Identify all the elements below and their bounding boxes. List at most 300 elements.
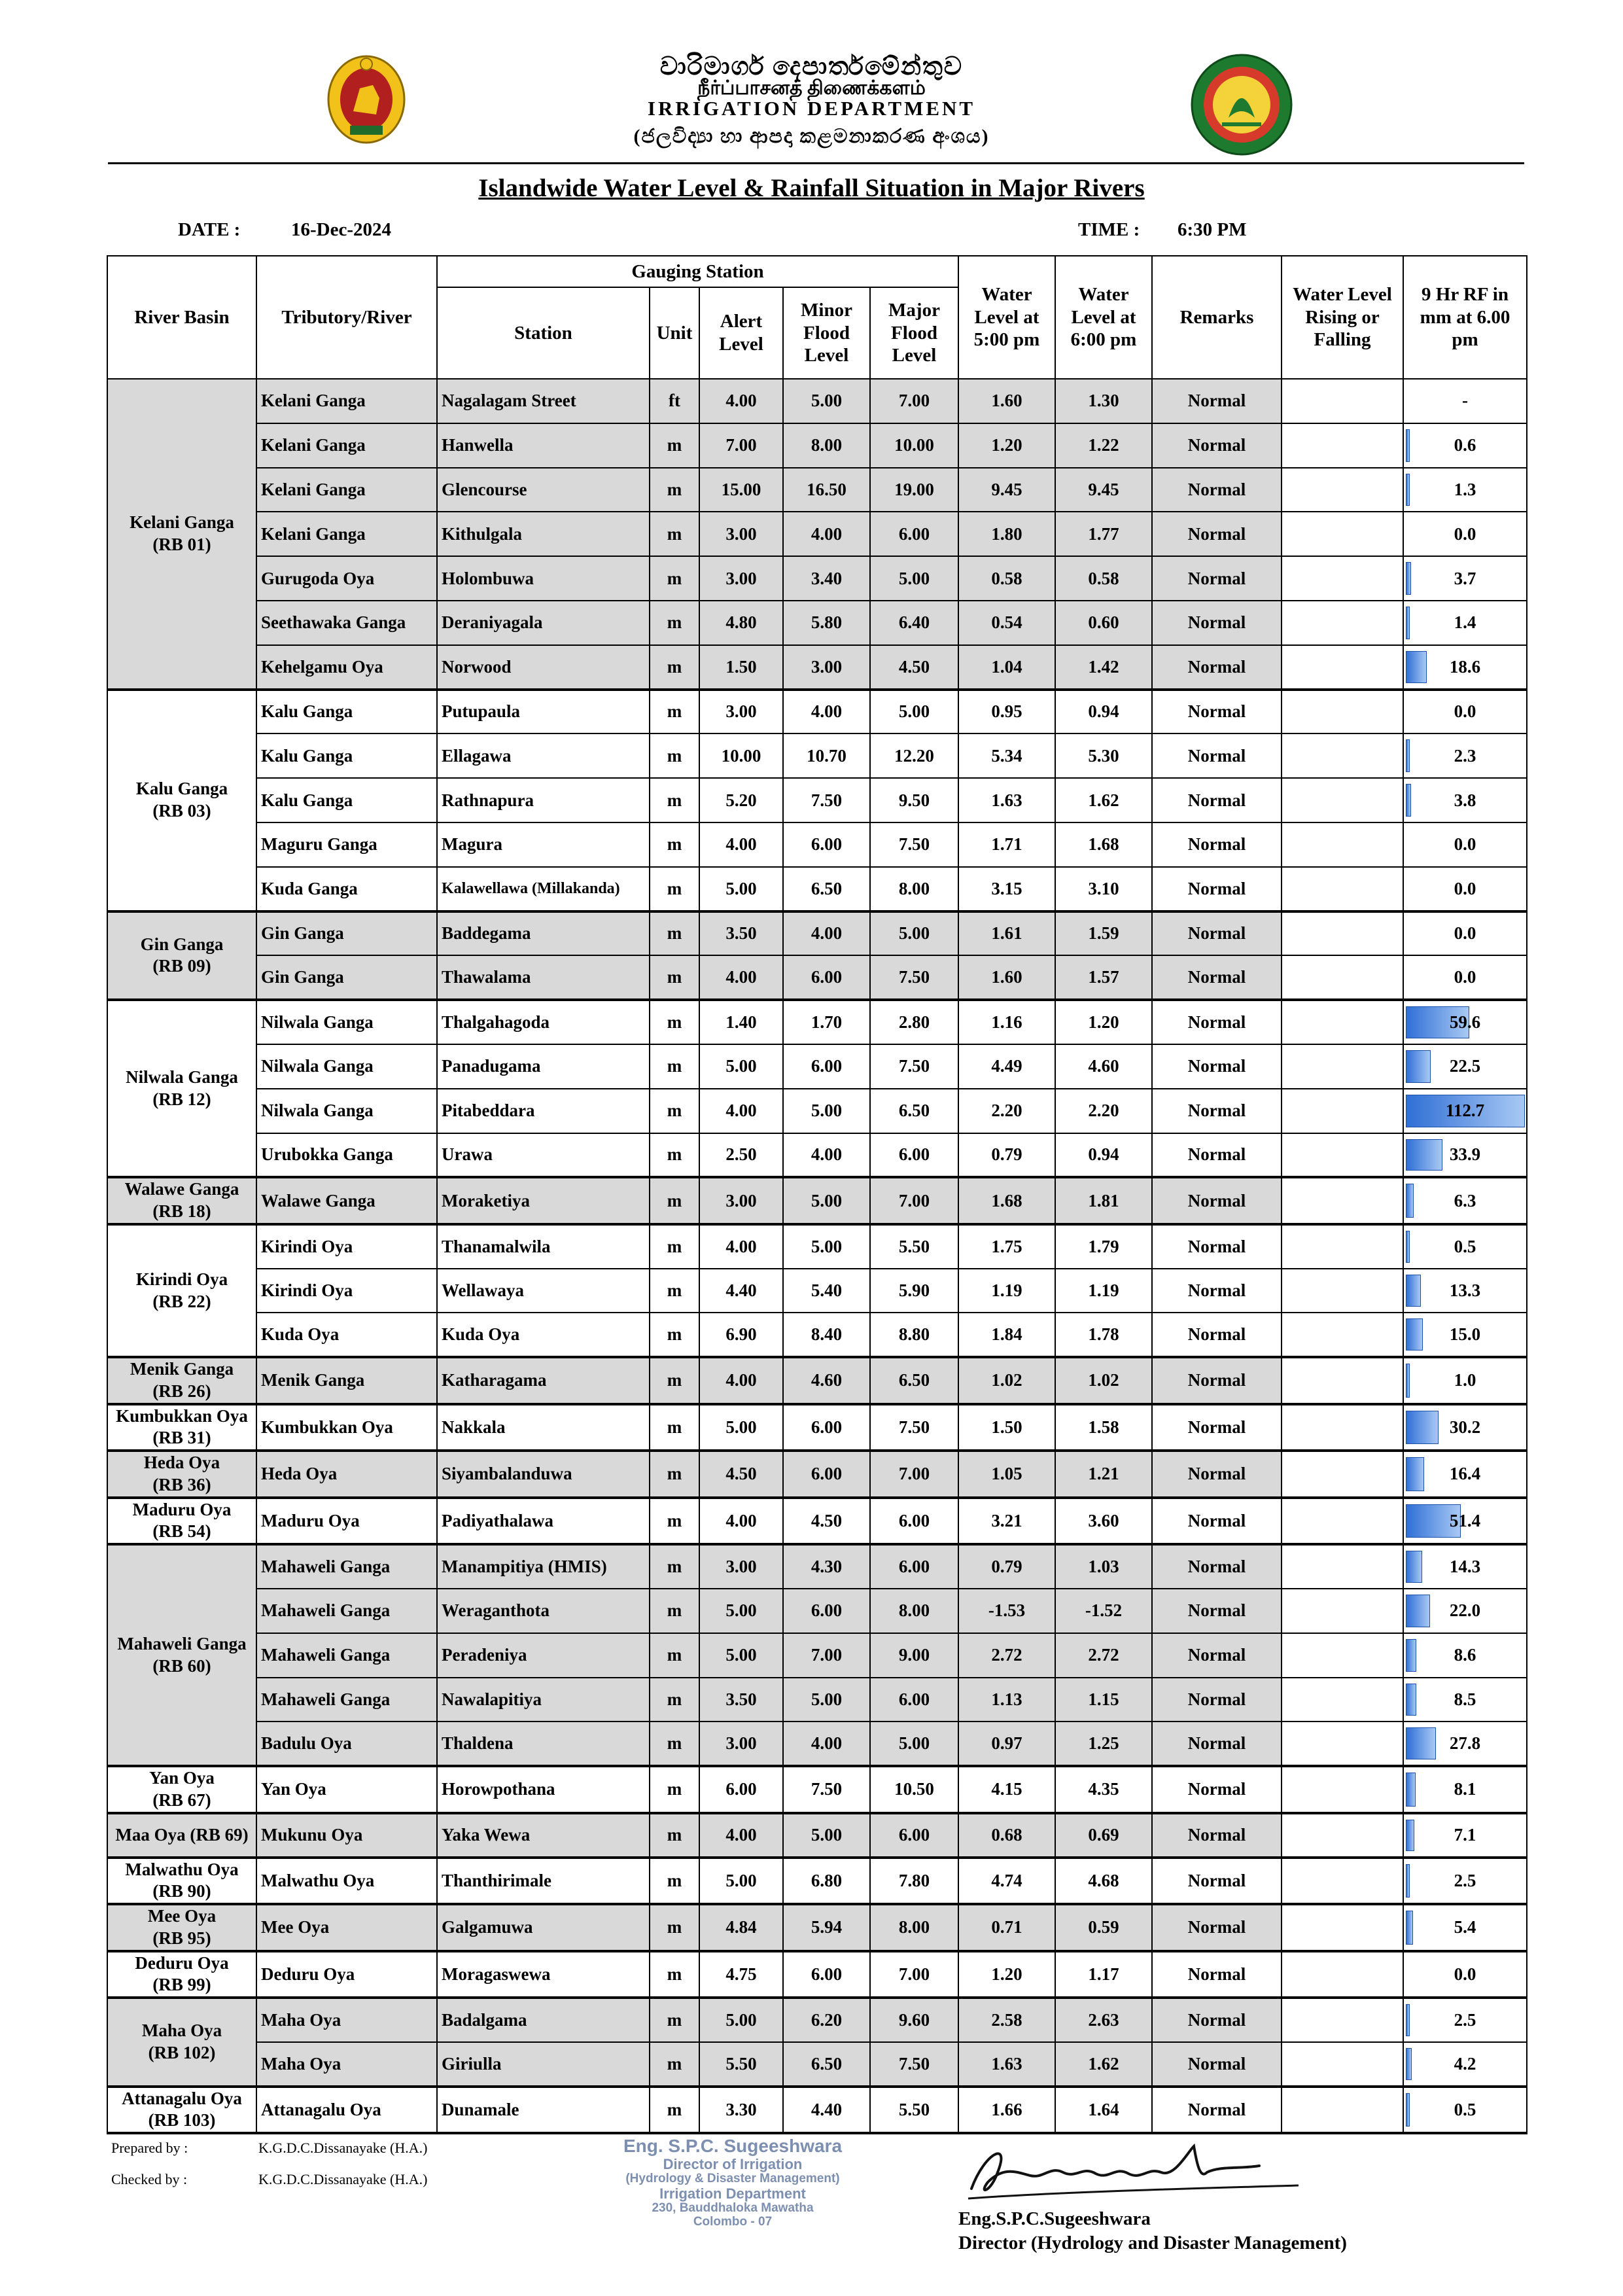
- remarks-cell: Normal: [1152, 1451, 1282, 1498]
- station-cell: Urawa: [437, 1133, 650, 1178]
- station-cell: Galgamuwa: [437, 1904, 650, 1951]
- basin-name: Mahaweli Ganga: [117, 1633, 247, 1653]
- river-basin-cell: [107, 1858, 256, 1905]
- table-row: [107, 1177, 1527, 1224]
- minor-flood-cell: 5.40: [783, 1269, 870, 1313]
- table-row: [107, 1089, 1527, 1133]
- unit-cell: m: [650, 1813, 699, 1858]
- major-flood-cell: 6.00: [870, 1498, 958, 1545]
- rainfall-cell: [1403, 733, 1527, 778]
- river-basin-cell: [107, 1177, 256, 1224]
- rainfall-value: 2.5: [1454, 2009, 1476, 2030]
- basin-code: (RB 99): [152, 1975, 211, 1995]
- table-row: [107, 1224, 1527, 1269]
- rainfall-cell: [1403, 778, 1527, 822]
- tributary-cell: Yan Oya: [256, 1766, 437, 1813]
- alert-level-cell: 4.00: [699, 1498, 783, 1545]
- water-level-5pm-cell: 1.71: [958, 822, 1055, 867]
- table-row: [107, 1904, 1527, 1951]
- water-level-6pm-cell: 4.35: [1055, 1766, 1152, 1813]
- alert-level-cell: 6.90: [699, 1313, 783, 1357]
- rainfall-value: 0.5: [1454, 1236, 1476, 1256]
- water-level-6pm-cell: 1.77: [1055, 512, 1152, 556]
- rainfall-cell: [1403, 1357, 1527, 1404]
- remarks-cell: Normal: [1152, 955, 1282, 1000]
- table-row: [107, 645, 1527, 690]
- major-flood-cell: 7.50: [870, 822, 958, 867]
- rainfall-value: 1.4: [1454, 612, 1476, 633]
- remarks-cell: Normal: [1152, 1000, 1282, 1044]
- rainfall-value: 112.7: [1445, 1101, 1485, 1121]
- basin-code: (RB 22): [152, 1291, 211, 1311]
- alert-level-cell: 6.00: [699, 1766, 783, 1813]
- table-row: [107, 1269, 1527, 1313]
- unit-cell: m: [650, 556, 699, 601]
- rising-falling-cell: [1282, 690, 1403, 734]
- tributary-cell: Kalu Ganga: [256, 690, 437, 734]
- water-level-5pm-cell: 1.05: [958, 1451, 1055, 1498]
- rainfall-cell: [1403, 822, 1527, 867]
- rainfall-bar: [1406, 1184, 1414, 1218]
- major-flood-cell: 12.20: [870, 733, 958, 778]
- river-basin-cell: [107, 1357, 256, 1404]
- water-level-5pm-cell: 0.54: [958, 601, 1055, 645]
- rainfall-cell: [1403, 1951, 1527, 1998]
- tributary-cell: Gin Ganga: [256, 911, 437, 956]
- minor-flood-cell: 6.50: [783, 2042, 870, 2087]
- major-flood-cell: 7.50: [870, 1044, 958, 1089]
- unit-cell: ft: [650, 379, 699, 423]
- water-level-6pm-cell: 1.19: [1055, 1269, 1152, 1313]
- river-basin-cell: [107, 1998, 256, 2087]
- tributary-cell: Attanagalu Oya: [256, 2087, 437, 2134]
- rainfall-cell: [1403, 690, 1527, 734]
- rainfall-value: 16.4: [1449, 1464, 1481, 1484]
- tributary-cell: Mahaweli Ganga: [256, 1544, 437, 1589]
- table-row: [107, 822, 1527, 867]
- alert-level-cell: 5.00: [699, 1858, 783, 1905]
- alert-level-cell: 4.00: [699, 822, 783, 867]
- basin-name: Heda Oya: [143, 1453, 220, 1473]
- station-cell: Pitabeddara: [437, 1089, 650, 1133]
- major-flood-cell: 9.00: [870, 1633, 958, 1678]
- rainfall-value: 0.6: [1454, 435, 1476, 455]
- unit-cell: m: [650, 690, 699, 734]
- minor-flood-cell: 7.00: [783, 1633, 870, 1678]
- alert-level-cell: 3.00: [699, 690, 783, 734]
- tributary-cell: Maha Oya: [256, 2042, 437, 2087]
- table-row: [107, 2042, 1527, 2087]
- stamp-line: Director of Irrigation: [663, 2155, 803, 2172]
- tributary-cell: Mahaweli Ganga: [256, 1633, 437, 1678]
- station-cell: Magura: [437, 822, 650, 867]
- alert-level-cell: 7.00: [699, 423, 783, 468]
- unit-cell: m: [650, 2042, 699, 2087]
- water-level-5pm-cell: 1.04: [958, 645, 1055, 690]
- minor-flood-cell: 6.20: [783, 1998, 870, 2042]
- table-row: [107, 1633, 1527, 1678]
- water-level-5pm-cell: 1.13: [958, 1678, 1055, 1722]
- alert-level-cell: 4.00: [699, 1357, 783, 1404]
- tributary-cell: Malwathu Oya: [256, 1858, 437, 1905]
- minor-flood-cell: 6.00: [783, 955, 870, 1000]
- rainfall-cell: [1403, 867, 1527, 911]
- remarks-cell: Normal: [1152, 1269, 1282, 1313]
- major-flood-cell: 9.50: [870, 778, 958, 822]
- tributary-cell: Kehelgamu Oya: [256, 645, 437, 690]
- rainfall-cell: [1403, 1678, 1527, 1722]
- rising-falling-cell: [1282, 778, 1403, 822]
- major-flood-cell: 6.40: [870, 601, 958, 645]
- table-row: [107, 423, 1527, 468]
- alert-level-cell: 5.20: [699, 778, 783, 822]
- rainfall-cell: [1403, 379, 1527, 423]
- rainfall-cell: [1403, 1000, 1527, 1044]
- water-level-6pm-cell: 1.15: [1055, 1678, 1152, 1722]
- minor-flood-cell: 6.80: [783, 1858, 870, 1905]
- water-level-5pm-cell: 0.68: [958, 1813, 1055, 1858]
- remarks-cell: Normal: [1152, 601, 1282, 645]
- station-cell: Thanthirimale: [437, 1858, 650, 1905]
- unit-cell: m: [650, 1589, 699, 1633]
- unit-cell: m: [650, 1451, 699, 1498]
- stamp-line: Irrigation Department: [659, 2185, 806, 2202]
- remarks-cell: Normal: [1152, 911, 1282, 956]
- tributary-cell: Kumbukkan Oya: [256, 1404, 437, 1451]
- water-level-5pm-cell: -1.53: [958, 1589, 1055, 1633]
- major-flood-cell: 8.00: [870, 867, 958, 911]
- major-flood-cell: 6.00: [870, 1544, 958, 1589]
- minor-flood-cell: 4.00: [783, 911, 870, 956]
- unit-cell: m: [650, 1133, 699, 1178]
- alert-level-cell: 3.50: [699, 1678, 783, 1722]
- water-level-5pm-cell: 9.45: [958, 468, 1055, 512]
- water-level-5pm-cell: 1.02: [958, 1357, 1055, 1404]
- major-flood-cell: 5.00: [870, 556, 958, 601]
- minor-flood-cell: 5.00: [783, 1813, 870, 1858]
- rainfall-value: 27.8: [1449, 1733, 1481, 1754]
- major-flood-cell: 5.00: [870, 911, 958, 956]
- rising-falling-cell: [1282, 1998, 1403, 2042]
- rainfall-value: 3.8: [1454, 790, 1476, 810]
- station-cell: Kuda Oya: [437, 1313, 650, 1357]
- remarks-cell: Normal: [1152, 867, 1282, 911]
- major-flood-cell: 5.90: [870, 1269, 958, 1313]
- table-row: [107, 512, 1527, 556]
- alert-level-cell: 4.00: [699, 1224, 783, 1269]
- water-level-5pm-cell: 1.84: [958, 1313, 1055, 1357]
- tributary-cell: Mahaweli Ganga: [256, 1678, 437, 1722]
- minor-flood-cell: 4.00: [783, 512, 870, 556]
- unit-cell: m: [650, 1678, 699, 1722]
- remarks-cell: Normal: [1152, 822, 1282, 867]
- remarks-cell: Normal: [1152, 1678, 1282, 1722]
- water-level-5pm-cell: 3.15: [958, 867, 1055, 911]
- minor-flood-cell: 6.50: [783, 867, 870, 911]
- basin-name: Walawe Ganga: [124, 1179, 239, 1199]
- station-cell: Moragaswewa: [437, 1951, 650, 1998]
- rising-falling-cell: [1282, 1951, 1403, 1998]
- table-row: [107, 1766, 1527, 1813]
- rising-falling-cell: [1282, 1000, 1403, 1044]
- water-level-5pm-cell: 1.63: [958, 778, 1055, 822]
- rainfall-bar: [1406, 1727, 1436, 1759]
- water-level-table: [107, 255, 1527, 2134]
- alert-level-cell: 4.00: [699, 1813, 783, 1858]
- rainfall-value: 33.9: [1449, 1144, 1481, 1165]
- water-level-5pm-cell: 0.97: [958, 1722, 1055, 1766]
- date-label: DATE :: [178, 219, 241, 240]
- remarks-cell: Normal: [1152, 1089, 1282, 1133]
- rainfall-bar: [1406, 1639, 1416, 1672]
- basin-code: (RB 67): [152, 1790, 211, 1810]
- major-flood-cell: 9.60: [870, 1998, 958, 2042]
- minor-flood-cell: 6.00: [783, 1404, 870, 1451]
- station-cell: Badalgama: [437, 1998, 650, 2042]
- major-flood-cell: 5.50: [870, 1224, 958, 1269]
- minor-flood-cell: 6.00: [783, 1589, 870, 1633]
- stamp-line: 230, Bauddhaloka Mawatha: [652, 2201, 814, 2216]
- rainfall-cell: [1403, 1313, 1527, 1357]
- tributary-cell: Nilwala Ganga: [256, 1044, 437, 1089]
- unit-cell: m: [650, 1858, 699, 1905]
- rising-falling-cell: [1282, 1544, 1403, 1589]
- rainfall-value: 0.0: [1454, 967, 1476, 987]
- station-cell: Yaka Wewa: [437, 1813, 650, 1858]
- rainfall-cell: [1403, 1904, 1527, 1951]
- rainfall-bar: [1406, 1318, 1423, 1351]
- table-row: [107, 379, 1527, 423]
- col-water-level-6pm: Water Level at 6:00 pm: [1055, 256, 1152, 379]
- table-row: [107, 1951, 1527, 1998]
- water-level-5pm-cell: 2.58: [958, 1998, 1055, 2042]
- water-level-5pm-cell: 4.15: [958, 1766, 1055, 1813]
- remarks-cell: Normal: [1152, 1177, 1282, 1224]
- water-level-6pm-cell: 0.94: [1055, 1133, 1152, 1178]
- alert-level-cell: 3.00: [699, 512, 783, 556]
- water-level-5pm-cell: 1.66: [958, 2087, 1055, 2134]
- table-row: [107, 1998, 1527, 2042]
- rainfall-value: 15.0: [1449, 1324, 1481, 1345]
- minor-flood-cell: 4.60: [783, 1357, 870, 1404]
- rainfall-value: 5.4: [1454, 1917, 1476, 1937]
- water-level-5pm-cell: 1.50: [958, 1404, 1055, 1451]
- minor-flood-cell: 1.70: [783, 1000, 870, 1044]
- rainfall-value: 0.0: [1454, 701, 1476, 722]
- station-cell: Horowpothana: [437, 1766, 650, 1813]
- minor-flood-cell: 6.00: [783, 1044, 870, 1089]
- alert-level-cell: 5.00: [699, 867, 783, 911]
- water-level-5pm-cell: 1.61: [958, 911, 1055, 956]
- rainfall-bar: [1406, 784, 1411, 817]
- water-level-5pm-cell: 1.19: [958, 1269, 1055, 1313]
- rainfall-bar: [1406, 651, 1427, 683]
- unit-cell: m: [650, 1544, 699, 1589]
- rainfall-cell: [1403, 1498, 1527, 1545]
- rising-falling-cell: [1282, 867, 1403, 911]
- remarks-cell: Normal: [1152, 1357, 1282, 1404]
- water-level-6pm-cell: 1.62: [1055, 2042, 1152, 2087]
- header-sinhala-title: වාරිමාර්ග දෙපාර්තමේන්තුව: [659, 53, 964, 80]
- minor-flood-cell: 3.00: [783, 645, 870, 690]
- water-level-6pm-cell: 0.59: [1055, 1904, 1152, 1951]
- station-cell: Nakkala: [437, 1404, 650, 1451]
- basin-code: (RB 26): [152, 1381, 211, 1401]
- rainfall-cell: [1403, 468, 1527, 512]
- basin-name: Kumbukkan Oya: [116, 1405, 248, 1426]
- rising-falling-cell: [1282, 733, 1403, 778]
- signatory-name: Eng.S.P.C.Sugeeshwara: [958, 2208, 1151, 2229]
- basin-code: (RB 01): [152, 534, 211, 554]
- water-level-6pm-cell: 1.02: [1055, 1357, 1152, 1404]
- rainfall-value: 59.6: [1449, 1012, 1481, 1033]
- rainfall-cell: [1403, 911, 1527, 956]
- river-basin-cell: [107, 1544, 256, 1766]
- rainfall-cell: [1403, 1089, 1527, 1133]
- rainfall-value: -: [1462, 391, 1468, 411]
- rainfall-bar: [1406, 429, 1410, 462]
- remarks-cell: Normal: [1152, 2087, 1282, 2134]
- basin-code: (RB 36): [152, 1474, 211, 1494]
- rainfall-bar: [1406, 1364, 1410, 1398]
- water-level-6pm-cell: 4.60: [1055, 1044, 1152, 1089]
- station-cell: Panadugama: [437, 1044, 650, 1089]
- water-level-5pm-cell: 0.79: [958, 1133, 1055, 1178]
- col-tributary: Tributory/River: [256, 256, 437, 379]
- major-flood-cell: 6.00: [870, 1678, 958, 1722]
- tributary-cell: Kirindi Oya: [256, 1269, 437, 1313]
- major-flood-cell: 7.00: [870, 1951, 958, 1998]
- col-gauging-station: Gauging Station: [437, 256, 958, 287]
- table-row: [107, 733, 1527, 778]
- river-basin-cell: [107, 690, 256, 911]
- rainfall-cell: [1403, 2087, 1527, 2134]
- checked-by-label: Checked by :: [111, 2171, 188, 2187]
- station-cell: Siyambalanduwa: [437, 1451, 650, 1498]
- major-flood-cell: 7.50: [870, 2042, 958, 2087]
- alert-level-cell: 4.80: [699, 601, 783, 645]
- water-level-5pm-cell: 1.63: [958, 2042, 1055, 2087]
- rainfall-cell: [1403, 955, 1527, 1000]
- rainfall-bar: [1406, 1231, 1410, 1263]
- river-basin-cell: [107, 1224, 256, 1357]
- river-basin-cell: [107, 1766, 256, 1813]
- major-flood-cell: 10.50: [870, 1766, 958, 1813]
- station-cell: Kalawellawa (Millakanda): [437, 867, 650, 911]
- water-level-6pm-cell: 1.17: [1055, 1951, 1152, 1998]
- table-row: [107, 1722, 1527, 1766]
- water-level-5pm-cell: 4.74: [958, 1858, 1055, 1905]
- station-cell: Holombuwa: [437, 556, 650, 601]
- water-level-6pm-cell: 3.10: [1055, 867, 1152, 911]
- table-row: [107, 1498, 1527, 1545]
- unit-cell: m: [650, 1498, 699, 1545]
- alert-level-cell: 5.00: [699, 1633, 783, 1678]
- river-basin-cell: [107, 2087, 256, 2134]
- water-level-6pm-cell: 0.60: [1055, 601, 1152, 645]
- table-row: [107, 468, 1527, 512]
- table-row: [107, 690, 1527, 734]
- date-value: 16-Dec-2024: [291, 219, 392, 240]
- alert-level-cell: 10.00: [699, 733, 783, 778]
- minor-flood-cell: 7.50: [783, 778, 870, 822]
- basin-code: (RB 60): [152, 1655, 211, 1676]
- remarks-cell: Normal: [1152, 379, 1282, 423]
- water-level-6pm-cell: 1.25: [1055, 1722, 1152, 1766]
- alert-level-cell: 5.50: [699, 2042, 783, 2087]
- minor-flood-cell: 3.40: [783, 556, 870, 601]
- col-water-level-5pm: Water Level at 5:00 pm: [958, 256, 1055, 379]
- header-tamil-title: நீர்ப்பாசனத் திணைக்களம்: [697, 77, 926, 99]
- basin-name: Malwathu Oya: [125, 1859, 239, 1879]
- unit-cell: m: [650, 1633, 699, 1678]
- rising-falling-cell: [1282, 2042, 1403, 2087]
- alert-level-cell: 3.00: [699, 1722, 783, 1766]
- rainfall-cell: [1403, 1998, 1527, 2042]
- basin-name: Gin Ganga: [140, 934, 224, 954]
- rising-falling-cell: [1282, 1044, 1403, 1089]
- rising-falling-cell: [1282, 512, 1403, 556]
- tributary-cell: Kuda Oya: [256, 1313, 437, 1357]
- unit-cell: m: [650, 867, 699, 911]
- rainfall-value: 2.5: [1454, 1870, 1476, 1890]
- table-row: [107, 601, 1527, 645]
- rainfall-cell: [1403, 645, 1527, 690]
- rising-falling-cell: [1282, 1177, 1403, 1224]
- major-flood-cell: 6.50: [870, 1357, 958, 1404]
- basin-name: Kalu Ganga: [135, 779, 228, 799]
- water-level-5pm-cell: 2.72: [958, 1633, 1055, 1678]
- rising-falling-cell: [1282, 601, 1403, 645]
- remarks-cell: Normal: [1152, 423, 1282, 468]
- rainfall-bar: [1406, 607, 1410, 639]
- tributary-cell: Kelani Ganga: [256, 468, 437, 512]
- rainfall-bar: [1406, 1773, 1416, 1807]
- tributary-cell: Walawe Ganga: [256, 1177, 437, 1224]
- unit-cell: m: [650, 1224, 699, 1269]
- rising-falling-cell: [1282, 1813, 1403, 1858]
- rainfall-value: 22.0: [1449, 1600, 1481, 1621]
- river-basin-cell: [107, 1451, 256, 1498]
- table-row: [107, 1404, 1527, 1451]
- water-level-6pm-cell: 2.20: [1055, 1089, 1152, 1133]
- unit-cell: m: [650, 1089, 699, 1133]
- tributary-cell: Menik Ganga: [256, 1357, 437, 1404]
- river-basin-cell: [107, 1813, 256, 1858]
- station-cell: Thalgahagoda: [437, 1000, 650, 1044]
- table-row: [107, 955, 1527, 1000]
- rainfall-cell: [1403, 1224, 1527, 1269]
- rising-falling-cell: [1282, 1589, 1403, 1633]
- remarks-cell: Normal: [1152, 2042, 1282, 2087]
- alert-level-cell: 15.00: [699, 468, 783, 512]
- remarks-cell: Normal: [1152, 468, 1282, 512]
- unit-cell: m: [650, 1404, 699, 1451]
- rainfall-cell: [1403, 1858, 1527, 1905]
- rising-falling-cell: [1282, 556, 1403, 601]
- basin-name: Kirindi Oya: [135, 1269, 228, 1289]
- minor-flood-cell: 5.94: [783, 1904, 870, 1951]
- water-level-6pm-cell: 1.62: [1055, 778, 1152, 822]
- water-level-6pm-cell: 1.68: [1055, 822, 1152, 867]
- col-rainfall: 9 Hr RF in mm at 6.00 pm: [1403, 256, 1527, 379]
- rainfall-value: 0.0: [1454, 923, 1476, 944]
- water-level-6pm-cell: 1.03: [1055, 1544, 1152, 1589]
- rising-falling-cell: [1282, 1633, 1403, 1678]
- station-cell: Hanwella: [437, 423, 650, 468]
- major-flood-cell: 7.00: [870, 1451, 958, 1498]
- tributary-cell: Deduru Oya: [256, 1951, 437, 1998]
